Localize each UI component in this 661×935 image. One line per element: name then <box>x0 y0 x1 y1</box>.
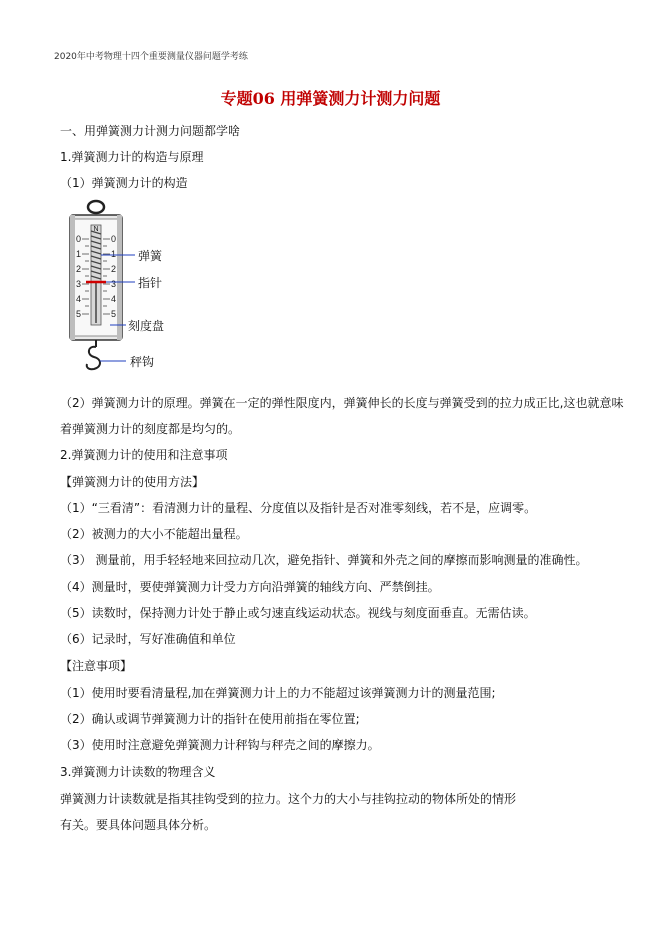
notes-heading: 【注意事项】 <box>60 659 133 673</box>
unit-mark: N <box>93 226 99 233</box>
scale-number: 2 <box>76 264 82 274</box>
principle-line-1: （2）弹簧测力计的原理。弹簧在一定的弹性限度内，弹簧伸长的长度与弹簧受到的拉力成正比,这也就意味 <box>60 396 624 410</box>
scale-number: 4 <box>76 294 82 304</box>
principle-line-2: 着弹簧测力计的刻度都是均匀的。 <box>60 422 241 436</box>
scale-number: 0 <box>76 234 82 244</box>
scale-number: 1 <box>76 249 82 259</box>
meaning-line-1: 弹簧测力计读数就是指其挂钩受到的拉力。这个力的大小与挂钩拉动的物体所处的情形 <box>60 792 517 806</box>
meaning-line-2: 有关。要具体问题具体分析。 <box>60 818 217 832</box>
scale-number: 0 <box>111 234 117 244</box>
label-spring: 弹簧 <box>138 249 163 263</box>
usage-item: （6）记录时，写好准确值和单位 <box>60 632 236 646</box>
subsection-1-1: 1.弹簧测力计的构造与原理 <box>60 150 204 164</box>
spring-scale-diagram <box>60 195 200 375</box>
usage-heading: 【弹簧测力计的使用方法】 <box>60 475 205 489</box>
usage-item: （4）测量时，要使弹簧测力计受力方向沿弹簧的轴线方向、严禁倒挂。 <box>60 580 440 594</box>
spring-scale-figure <box>60 195 200 379</box>
scale-number: 5 <box>76 309 82 319</box>
scale-number: 3 <box>111 279 117 289</box>
scale-number: 1 <box>111 249 117 259</box>
scale-number: 5 <box>111 309 117 319</box>
page-header: 2020年中考物理十四个重要测量仪器问题学考练 <box>54 52 248 62</box>
scale-number: 3 <box>76 279 82 289</box>
usage-item: （5）读数时，保持测力计处于静止或匀速直线运动状态。视线与刻度面垂直。无需估读。 <box>60 606 536 620</box>
note-item: （2）确认或调节弹簧测力计的指针在使用前指在零位置; <box>60 712 360 726</box>
scale-number: 2 <box>111 264 117 274</box>
subsection-1-3: 3.弹簧测力计读数的物理含义 <box>60 765 216 779</box>
scale-number: 4 <box>111 294 117 304</box>
usage-item: （1）“三看清”：看清测力计的量程、分度值以及指针是否对准零刻线，若不是，应调零。 <box>60 501 537 515</box>
note-item: （3）使用时注意避免弹簧测力计秤钩与秤壳之间的摩擦力。 <box>60 738 380 752</box>
section-heading-1: 一、用弹簧测力计测力问题都学啥 <box>60 124 241 138</box>
subsection-1-1-a: （1）弹簧测力计的构造 <box>60 176 188 190</box>
subsection-1-2: 2.弹簧测力计的使用和注意事项 <box>60 448 228 462</box>
label-dial: 刻度盘 <box>128 319 165 333</box>
usage-item: （2）被测力的大小不能超出量程。 <box>60 527 248 541</box>
page-title: 专题06 用弹簧测力计测力问题 <box>220 89 441 108</box>
label-hook: 秤钩 <box>130 355 155 369</box>
usage-item: （3） 测量前，用手轻轻地来回拉动几次，避免指针、弹簧和外壳之间的摩擦而影响测量的准确性。 <box>60 553 588 567</box>
label-pointer: 指针 <box>138 276 163 290</box>
note-item: （1）使用时要看清量程,加在弹簧测力计上的力不能超过该弹簧测力计的测量范围; <box>60 686 496 700</box>
